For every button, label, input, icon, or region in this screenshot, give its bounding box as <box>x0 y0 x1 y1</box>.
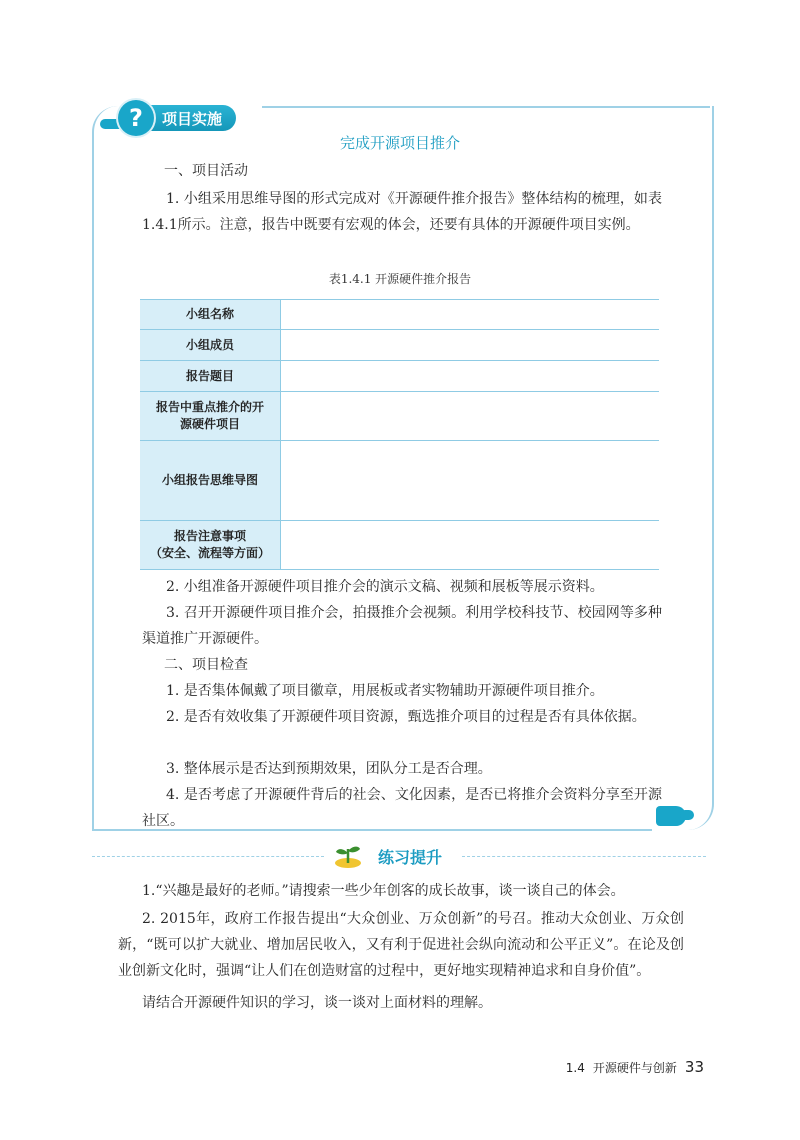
table-row-label-line: 报告中重点推介的开 <box>155 400 264 414</box>
table-row-label-line: （安全、流程等方面） <box>149 546 270 560</box>
table-row-label: 小组名称 <box>140 300 281 330</box>
section-badge-label: 项目实施 <box>142 105 236 131</box>
table-row-label-line: 报告注意事项 <box>173 529 246 543</box>
table-row-label <box>140 392 281 441</box>
activity-step-1: 1. 小组采用思维导图的形式完成对《开源硬件推介报告》整体结构的梳理，如表1.4.1所示。注意，报告中既要有宏观的体会，还要有具体的开源硬件项目实例。 <box>142 191 662 233</box>
practice-rule-right <box>462 856 706 857</box>
table-row-blank <box>281 521 660 570</box>
table-row-label: 报告题目 <box>140 361 281 392</box>
table-row-label: 小组报告思维导图 <box>140 441 281 521</box>
section-badge <box>118 101 236 135</box>
activity-heading: 一、项目活动 <box>164 163 248 179</box>
page-number: 33 <box>684 1058 704 1076</box>
table-row-label-line: 源硬件项目 <box>179 417 240 431</box>
table-row-label <box>140 521 281 570</box>
exercise-3: 请结合开源硬件知识的学习，谈一谈对上面材料的理解。 <box>142 995 492 1011</box>
page-footer <box>566 1058 704 1076</box>
exercise-2: 2. 2015年，政府工作报告提出“大众创业、万众创新”的号召。推动大众创业、万众创新，“既可以扩大就业、增加居民收入，又有利于促进社会纵向流动和公平正义”。在论及创业创新文化时，强调“让人们在创造财富的过程中，更好地实现精神追求和自身价值”。 <box>118 911 684 979</box>
section-subtitle: 完成开源项目推介 <box>339 134 460 152</box>
activity-step-2: 2. 小组准备开源硬件项目推介会的演示文稿、视频和展板等展示资料。 <box>166 579 604 595</box>
practice-rule-left <box>92 856 324 857</box>
check-item-4: 4. 是否考虑了开源硬件背后的社会、文化因素，是否已将推介会资料分享至开源社区。 <box>142 787 662 829</box>
exercise-1: 1.“兴趣是最好的老师。”请搜索一些少年创客的成长故事，谈一谈自己的体会。 <box>142 883 625 899</box>
table-row-blank <box>281 330 660 361</box>
question-mark-icon: ? <box>118 100 154 136</box>
footer-section-number: 1.4 <box>565 1061 585 1075</box>
table-row <box>140 441 659 521</box>
table-row-label: 小组成员 <box>140 330 281 361</box>
table-row <box>140 521 659 570</box>
table-row <box>140 392 659 441</box>
practice-title: 练习提升 <box>378 848 443 867</box>
table-row <box>140 361 659 392</box>
check-item-3: 3. 整体展示是否达到预期效果，团队分工是否合理。 <box>166 761 492 777</box>
footer-chapter-title: 开源硬件与创新 <box>592 1061 677 1075</box>
sprout-icon <box>334 843 362 869</box>
table-row-blank <box>281 392 660 441</box>
check-heading: 二、项目检查 <box>164 657 248 673</box>
check-item-2: 2. 是否有效收集了开源硬件项目资源，甄选推介项目的过程是否有具体依据。 <box>166 709 646 725</box>
table-row-blank <box>281 300 660 330</box>
section-frame-top-rule <box>262 106 710 108</box>
table-row-blank <box>281 441 660 521</box>
table-caption: 表1.4.1 开源硬件推介报告 <box>328 272 472 286</box>
table-row-blank <box>281 361 660 392</box>
check-item-1: 1. 是否集体佩戴了项目徽章，用展板或者实物辅助开源硬件项目推介。 <box>166 683 604 699</box>
activity-step-3: 3. 召开开源硬件项目推介会，拍摄推介会视频。利用学校科技节、校园网等多种渠道推广开源硬件。 <box>142 605 662 647</box>
pointing-hand-icon <box>656 806 686 826</box>
table-row <box>140 300 659 330</box>
report-form-table <box>140 299 659 570</box>
table-row <box>140 330 659 361</box>
